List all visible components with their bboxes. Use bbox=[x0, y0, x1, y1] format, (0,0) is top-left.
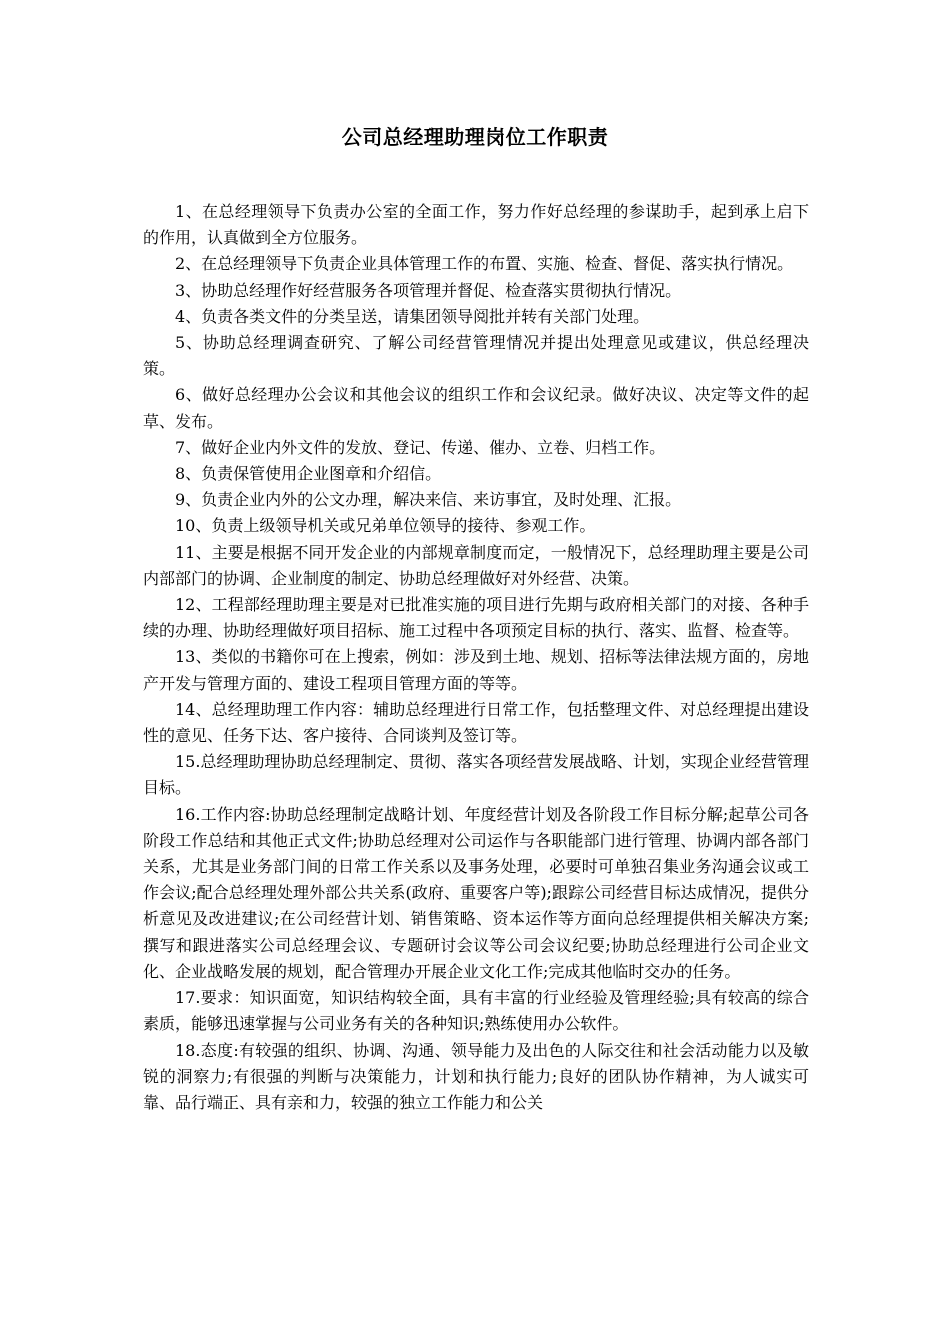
paragraph-5: 5、协助总经理调查研究、了解公司经营管理情况并提出处理意见或建议，供总经理决策。 bbox=[143, 333, 809, 379]
paragraph-8: 8、负责保管使用企业图章和介绍信。 bbox=[175, 464, 442, 484]
paragraph-16: 16.工作内容:协助总经理制定战略计划、年度经营计划及各阶段工作目标分解;起草公司各阶段工作总结和其他正式文件;协助总经理对公司运作与各职能部门进行管理、协调内部各部门关系，尤其是业务部门间的日常工作关系以及事务处理，必要时可单独召集业务沟通会议或工作会议;配合总经理处理外部公共关系(政府、重要客户等);跟踪公司经营目标达成情况，提供分析意见及改进建议;在公司经营计划、销售策略、资本运作等方面向总经理提供相关解决方案;撰写和跟进落实公司总经理会议、专题研讨会议等公司会议纪要;协助总经理进行公司企业文化、企业战略发展的规划，配合管理办开展企业文化工作;完成其他临时交办的任务。 bbox=[143, 804, 809, 981]
paragraph-1: 1、在总经理领导下负责办公室的全面工作，努力作好总经理的参谋助手，起到承上启下的作用，认真做到全方位服务。 bbox=[143, 202, 809, 248]
paragraph-18: 18.态度:有较强的组织、协调、沟通、领导能力及出色的人际交往和社会活动能力以及敏锐的洞察力;有很强的判断与决策能力，计划和执行能力;良好的团队协作精神，为人诚实可靠、品行端正、具有亲和力，较强的独立工作能力和公关 bbox=[143, 1040, 809, 1112]
document-body bbox=[143, 199, 809, 1116]
paragraph-13: 13、类似的书籍你可在上搜索，例如：涉及到土地、规划、招标等法律法规方面的，房地产开发与管理方面的、建设工程项目管理方面的等等。 bbox=[143, 647, 809, 693]
paragraph-4: 4、负责各类文件的分类呈送，请集团领导阅批并转有关部门处理。 bbox=[175, 306, 650, 326]
paragraph-10: 10、负责上级领导机关或兄弟单位领导的接待、参观工作。 bbox=[175, 516, 596, 536]
paragraph-17: 17.要求：知识面宽，知识结构较全面，具有丰富的行业经验及管理经验;具有较高的综合素质，能够迅速掌握与公司业务有关的各种知识;熟练使用办公软件。 bbox=[143, 988, 809, 1034]
paragraph-14: 14、总经理助理工作内容：辅助总经理进行日常工作，包括整理文件、对总经理提出建设性的意见、任务下达、客户接待、合同谈判及签订等。 bbox=[143, 699, 809, 746]
paragraph-2: 2、在总经理领导下负责企业具体管理工作的布置、实施、检查、督促、落实执行情况。 bbox=[175, 254, 794, 274]
paragraph-3: 3、协助总经理作好经营服务各项管理并督促、检查落实贯彻执行情况。 bbox=[175, 280, 682, 300]
paragraph-6: 6、做好总经理办公会议和其他会议的组织工作和会议纪录。做好决议、决定等文件的起草、发布。 bbox=[143, 385, 809, 431]
paragraph-15: 15.总经理助理协助总经理制定、贯彻、落实各项经营发展战略、计划，实现企业经营管理目标。 bbox=[143, 752, 809, 798]
paragraph-11: 11、主要是根据不同开发企业的内部规章制度而定，一般情况下，总经理助理主要是公司内部部门的协调、企业制度的制定、协助总经理做好对外经营、决策。 bbox=[143, 542, 809, 588]
paragraph-9: 9、负责企业内外的公文办理，解决来信、来访事宜，及时处理、汇报。 bbox=[175, 490, 682, 510]
document-title: 公司总经理助理岗位工作职责 bbox=[341, 125, 609, 149]
paragraph-12: 12、工程部经理助理主要是对已批准实施的项目进行先期与政府相关部门的对接、各种手续的办理、协助经理做好项目招标、施工过程中各项预定目标的执行、落实、监督、检查等。 bbox=[143, 595, 809, 641]
paragraph-7: 7、做好企业内外文件的发放、登记、传递、催办、立卷、归档工作。 bbox=[175, 437, 666, 457]
